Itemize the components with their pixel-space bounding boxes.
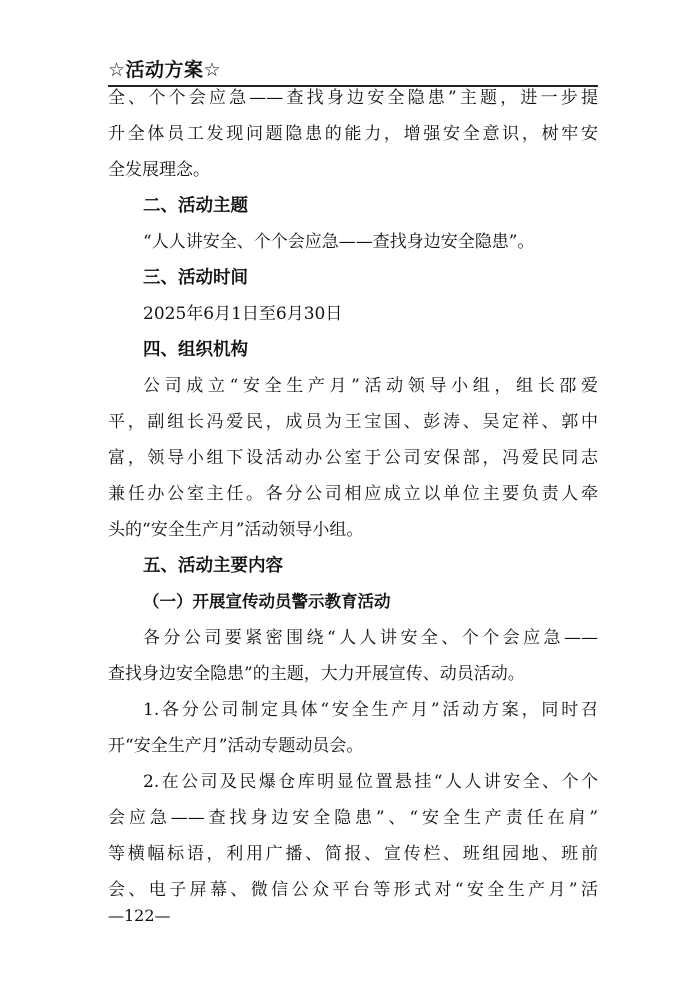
body-line: 兼任办公室主任。各分公司相应成立以单位主要负责人牵 xyxy=(108,484,598,504)
body-line: 全、个个会应急——查找身边安全隐患”主题，进一步提 xyxy=(108,88,598,108)
subsection-heading: （一）开展宣传动员警示教育活动 xyxy=(143,592,391,611)
body-line: 2025年6月1日至6月30日 xyxy=(143,304,343,324)
body-line: 富，领导小组下设活动办公室于公司安保部，冯爱民同志 xyxy=(108,448,598,468)
body-line: 头的“安全生产月”活动领导小组。 xyxy=(108,520,364,540)
body-line: 全发展理念。 xyxy=(108,160,210,180)
section-heading: 四、组织机构 xyxy=(143,340,248,360)
body-line: 平，副组长冯爱民，成员为王宝国、彭涛、吴定祥、郭中 xyxy=(108,412,598,432)
header-title: ☆活动方案☆ xyxy=(108,59,222,81)
section-heading: 三、活动时间 xyxy=(143,268,248,288)
body-line: 升全体员工发现问题隐患的能力，增强安全意识，树牢安 xyxy=(108,124,598,144)
body-line: 2.在公司及民爆仓库明显位置悬挂“人人讲安全、个个 xyxy=(143,772,598,792)
body-line: 等横幅标语，利用广播、简报、宣传栏、班组园地、班前 xyxy=(108,844,598,864)
body-line: 各分公司要紧密围绕“人人讲安全、个个会应急—— xyxy=(143,628,598,648)
body-line: “人人讲安全、个个会应急——查找身边安全隐患”。 xyxy=(143,232,535,252)
section-heading: 二、活动主题 xyxy=(143,196,248,216)
body-line: 会应急——查找身边安全隐患”、“安全生产责任在肩” xyxy=(108,808,598,828)
body-line: 会、电子屏幕、微信公众平台等形式对“安全生产月”活 xyxy=(108,880,598,900)
body-line: 1.各分公司制定具体“安全生产月”活动方案，同时召 xyxy=(143,700,598,720)
body-line: 开“安全生产月”活动专题动员会。 xyxy=(108,736,364,756)
section-heading: 五、活动主要内容 xyxy=(143,556,283,576)
body-line: 公司成立“安全生产月”活动领导小组，组长邵爱 xyxy=(143,376,598,396)
body-line: 查找身边安全隐患”的主题，大力开展宣传、动员活动。 xyxy=(108,664,525,684)
page-number: —122— xyxy=(108,906,171,925)
